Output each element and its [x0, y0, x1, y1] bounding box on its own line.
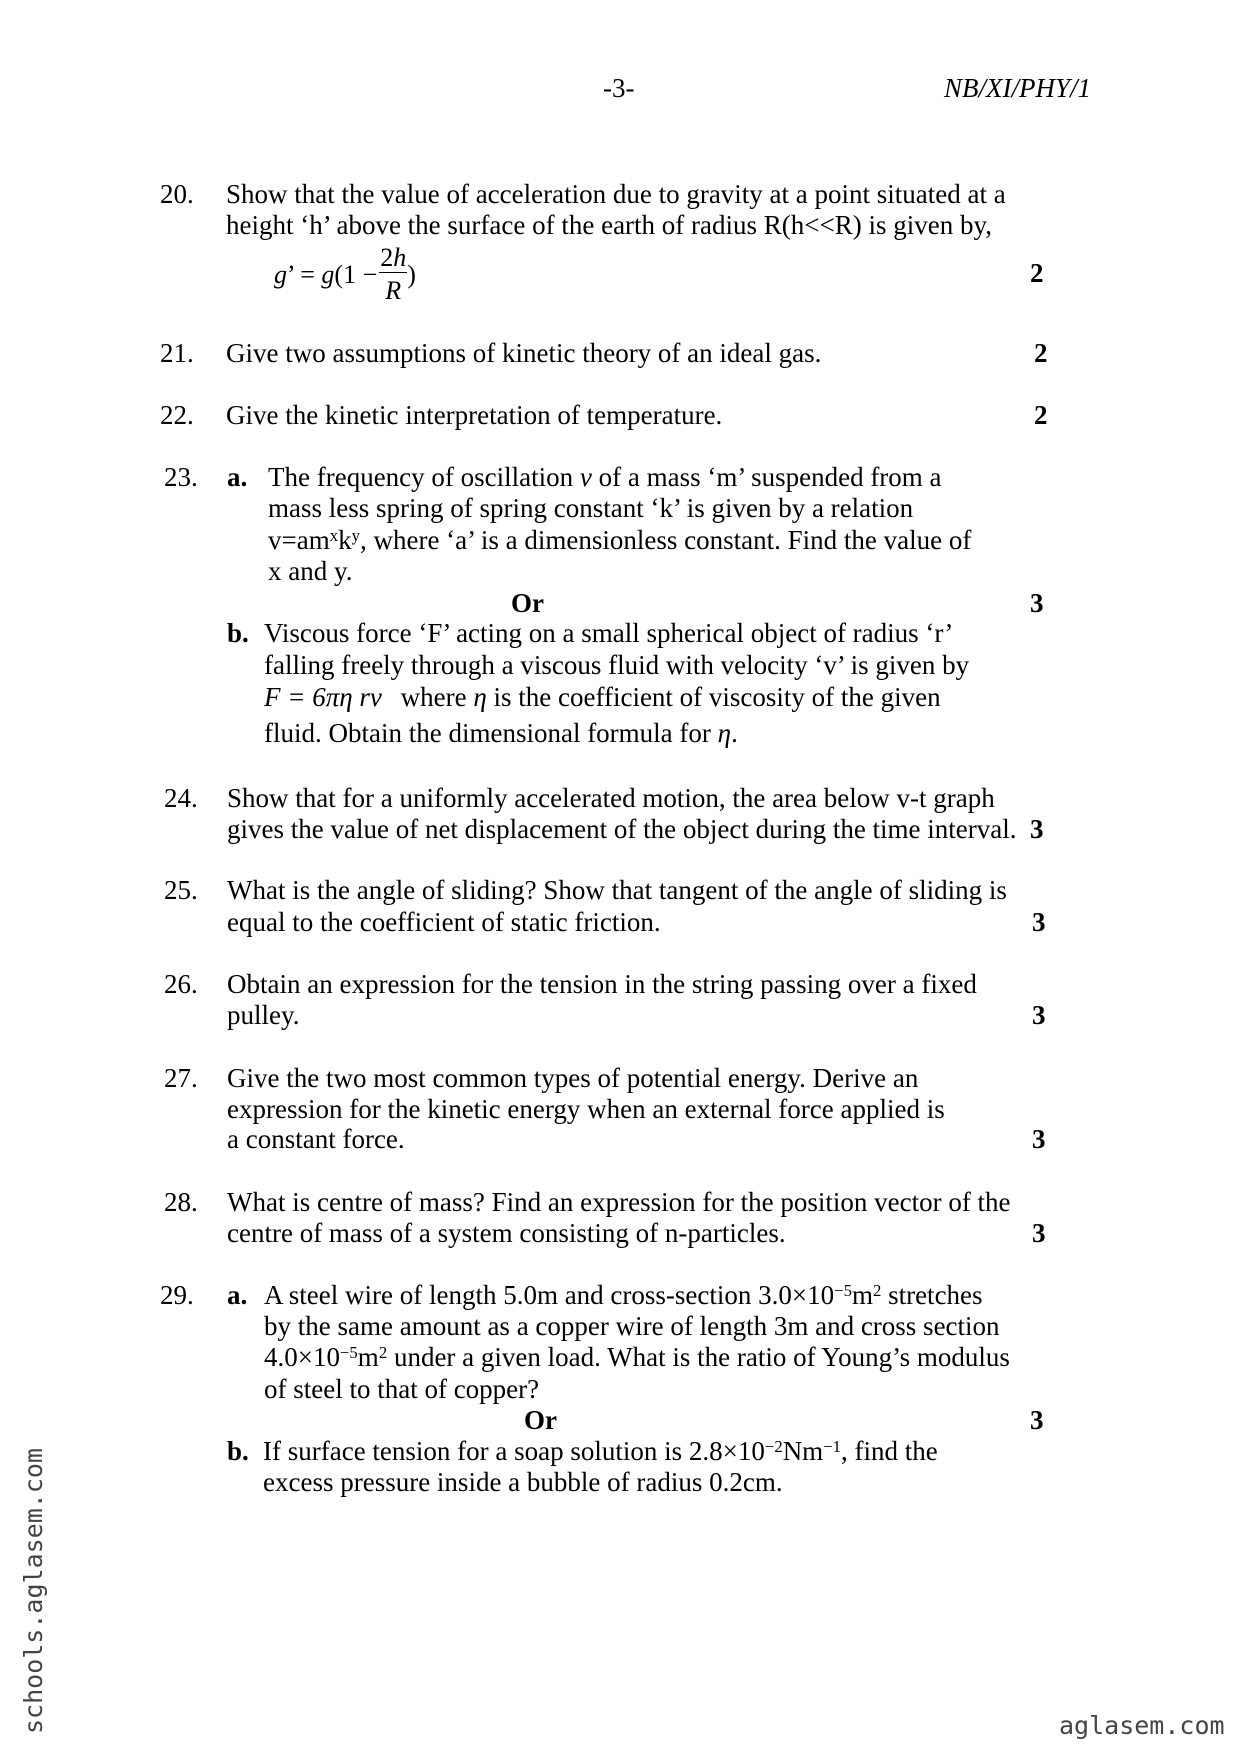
formula-g: g [321, 259, 335, 289]
relation-base-1: v=am [268, 525, 330, 555]
q23b-line-1: Viscous force ‘F’ acting on a small spherical object of radius ‘r’ [264, 618, 954, 648]
q29a-line-3 [264, 1342, 1010, 1376]
q29a-line-2: by the same amount as a copper wire of length 3m and cross section [264, 1311, 1000, 1341]
eta-symbol: η [473, 682, 487, 712]
fraction-denominator: R [385, 276, 402, 305]
q25-line-2: equal to the coefficient of static friction. [227, 907, 661, 937]
q28-marks: 3 [1032, 1218, 1046, 1248]
q29b-line-1-end: , find the [841, 1436, 938, 1466]
q23b-line-4 [264, 718, 738, 749]
q23a-line-1-start: The frequency of oscillation [268, 462, 580, 492]
q24-marks: 3 [1030, 814, 1044, 844]
paper-code: NB/XI/PHY/1 [944, 73, 1091, 103]
q29-marks: 3 [1030, 1405, 1044, 1435]
power-of-ten-exponent: −5 [339, 1342, 358, 1362]
q27-line-2: expression for the kinetic energy when an external force applied is [227, 1094, 945, 1124]
power-of-ten-exponent: −2 [764, 1436, 783, 1456]
q29a-line-3-end: under a given load. What is the ratio of Young’s modulus [387, 1342, 1010, 1372]
q23b-line-3-end: is the coefficient of viscosity of the given [486, 682, 941, 712]
q22-line-1: Give the kinetic interpretation of temperature. [226, 400, 723, 430]
q20-gravity-formula [274, 244, 416, 305]
unit-metre: m [851, 1280, 873, 1310]
q29a-line-1-end: stretches [881, 1280, 983, 1310]
q23b-line-4-start: fluid. Obtain the dimensional formula for [264, 718, 718, 748]
q26-number: 26. [164, 969, 198, 999]
q29a-line-1 [264, 1280, 983, 1314]
q23-or: Or [511, 588, 544, 618]
q23a-line-1-end: of a mass ‘m’ suspended from a [591, 462, 942, 492]
exponent-y: y [351, 525, 360, 545]
q24-line-2: gives the value of net displacement of the object during the time interval. [227, 814, 1017, 844]
q28-number: 28. [164, 1187, 198, 1217]
q24-line-1: Show that for a uniformly accelerated motion, the area below v-t graph [227, 783, 995, 813]
q23a-line-3 [268, 525, 971, 559]
q29a-line-1-start: A steel wire of length 5.0m and cross-section 3.0×10 [264, 1280, 835, 1310]
q20-line-1: Show that the value of acceleration due to gravity at a point situated at a [226, 179, 1006, 209]
q23b-line-3-where: where [393, 682, 474, 712]
q22-number: 22. [160, 400, 194, 430]
formula-paren-close: ) [407, 259, 416, 289]
q28-line-1: What is centre of mass? Find an expression for the position vector of the [227, 1187, 1011, 1217]
q29b-line-1 [263, 1436, 938, 1470]
q27-number: 27. [164, 1063, 198, 1093]
q29b-line-2: excess pressure inside a bubble of radius 0.2cm. [263, 1467, 783, 1497]
q23b-line-4-end: . [731, 718, 738, 748]
exponent-x: x [329, 525, 339, 545]
unit-exponent: 2 [872, 1280, 882, 1300]
q27-marks: 3 [1032, 1124, 1046, 1154]
nu-symbol: ν [579, 462, 592, 492]
q26-line-1: Obtain an expression for the tension in the string passing over a fixed [227, 969, 977, 999]
q26-line-2: pulley. [227, 1000, 300, 1030]
q29-part-b-label: b. [227, 1436, 249, 1466]
q29a-line-4: of steel to that of copper? [264, 1374, 540, 1404]
q29b-line-1-start: If surface tension for a soap solution is 2.8×10 [263, 1436, 765, 1466]
viscous-force-formula: F = 6πη rv [264, 682, 382, 712]
side-watermark: schools.aglasem.com [19, 1448, 48, 1734]
q21-number: 21. [160, 338, 194, 368]
q29-or: Or [524, 1405, 557, 1435]
q23b-line-3 [264, 682, 941, 713]
q24-number: 24. [164, 783, 198, 813]
unit-metre: m [357, 1342, 379, 1372]
q23-part-b-label: b. [227, 618, 249, 648]
formula-equals: = [293, 259, 322, 289]
numerator-variable: h [393, 243, 407, 272]
q20-line-2: height ‘h’ above the surface of the earth of radius R(h<<R) is given by, [226, 210, 992, 240]
q25-marks: 3 [1032, 907, 1046, 937]
q23a-line-4: x and y. [268, 556, 353, 586]
numerator-coefficient: 2 [380, 243, 394, 272]
q21-marks: 2 [1034, 338, 1048, 368]
formula-left-part [274, 261, 377, 289]
page-number: -3- [603, 73, 635, 103]
eta-symbol: η [717, 718, 732, 748]
q20-marks: 2 [1030, 258, 1044, 288]
q25-line-1: What is the angle of sliding? Show that tangent of the angle of sliding is [227, 875, 1007, 905]
q27-line-1: Give the two most common types of potential energy. Derive an [227, 1063, 919, 1093]
formula-g-prime: g [274, 259, 287, 289]
formula-fraction [379, 244, 407, 305]
q23a-line-1 [268, 462, 942, 493]
corner-watermark: aglasem.com [1059, 1711, 1225, 1740]
formula-prime-mark: ’ [287, 259, 294, 289]
fraction-numerator [379, 244, 407, 272]
q23-marks: 3 [1030, 588, 1044, 618]
power-of-ten-exponent: −5 [834, 1280, 852, 1300]
unit-exponent: 2 [378, 1342, 388, 1362]
unit-newton-metre: Nm [782, 1436, 824, 1466]
q28-line-2: centre of mass of a system consisting of n-particles. [227, 1218, 786, 1248]
q25-number: 25. [164, 875, 198, 905]
q23-part-a-label: a. [227, 462, 248, 492]
q23a-line-2: mass less spring of spring constant ‘k’ is given by a relation [268, 493, 914, 523]
unit-exponent: −1 [823, 1436, 841, 1456]
q23a-line-3-end: , where ‘a’ is a dimensionless constant. Find the value of [359, 525, 972, 555]
q29-number: 29. [160, 1280, 194, 1310]
q29-part-a-label: a. [227, 1280, 248, 1310]
formula-paren-open: (1 − [334, 259, 378, 289]
q26-marks: 3 [1032, 1000, 1046, 1030]
q22-marks: 2 [1034, 400, 1048, 430]
q29a-line-3-start: 4.0×10 [264, 1342, 340, 1372]
q21-line-1: Give two assumptions of kinetic theory of an ideal gas. [226, 338, 822, 368]
relation-base-2: k [338, 525, 352, 555]
q27-line-3: a constant force. [227, 1124, 405, 1154]
q23-number: 23. [164, 462, 198, 492]
q23b-line-2: falling freely through a viscous fluid with velocity ‘v’ is given by [264, 650, 970, 680]
q20-number: 20. [160, 179, 194, 209]
